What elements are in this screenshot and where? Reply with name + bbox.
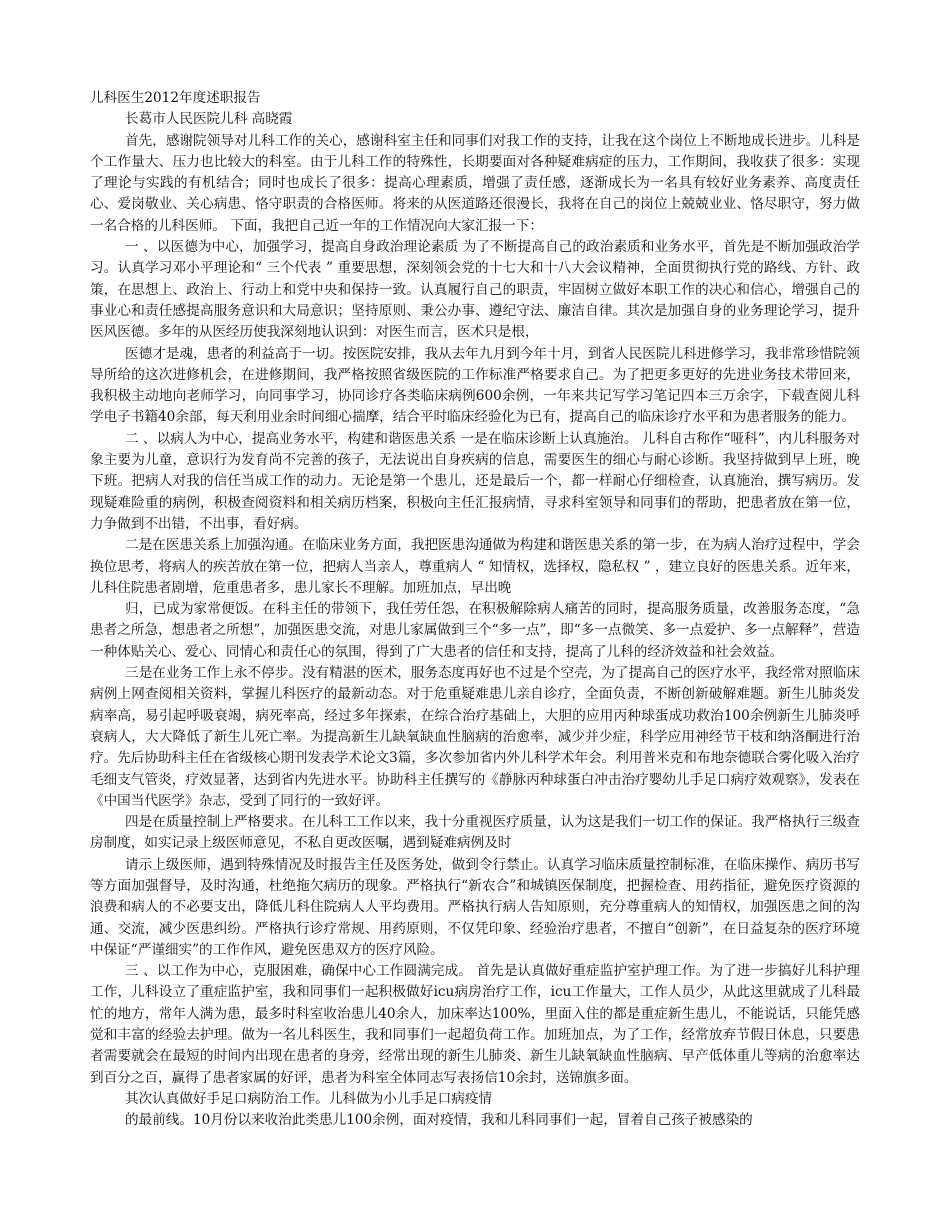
paragraph-section-3: 三 、以工作为中心，克服困难，确保中心工作圆满完成。 首先是认真做好重症监护室护理工作。为了进一步搞好儿科护理工作，儿科设立了重症监护室，我和同事们一起积极做好icu病房治疗工作，icu工作量大，工作人员少，从此这里就成了儿科最忙的地方，常年人满为患，最多时科室收治患儿40余人，加床率达100%，里面入住的都是重症新生患儿，不能说话，只能凭感觉和丰富的经验去护理。做为一名儿科医生，我和同事们一起超负荷工作。加班加点，为了工作，经常放弃节假日休息，只要患者需要就会在最短的时间内出现在患者的身旁，经常出现的新生儿肺炎、新生儿缺氧缺血性脑病、早产低体重儿等病的治愈率达到百分之百，赢得了患者家属的好评，患者为科室全体同志写表扬信10余封，送锦旗多面。: [90, 963, 860, 1086]
paragraph-business: 三是在业务工作上永不停步。没有精湛的医术，服务态度再好也不过是个空壳，为了提高自己的医疗水平，我经常对照临床病例上网查阅相关资料，掌握儿科医疗的最新动态。对于危重疑难患儿亲自诊疗，全面负责，不断创新破解难题。新生儿肺炎发病率高，易引起呼吸衰竭，病死率高，经过多年探索，在综合治疗基础上，大胆的应用丙种球蛋成功救治100余例新生儿肺炎呼衰病人，大大降低了新生儿死亡率。为提高新生儿缺氧缺血性脑病的治愈率，减少并少症，科学应用神经节干枝和纳洛酮进行治疗。先后协助科主任在省级核心期刊发表学术论文3篇，多次参加省内外儿科学术年会。利用普米克和布地奈德联合雾化吸入治疗毛细支气管炎，疗效显著，达到省内先进水平。协助科主任撰写的《静脉丙种球蛋白冲击治疗婴幼儿手足口病疗效观察》，发表在《中国当代医学》杂志，受到了同行的一致好评。: [90, 665, 860, 809]
document-author: 长葛市人民医院儿科 高晓霞: [125, 111, 293, 128]
paragraph-hfmd-cont: 的最前线。10月份以来收治此类患儿100余例，面对疫情，我和儿科同事们一起，冒着自己孩子被感染的: [125, 1112, 753, 1129]
paragraph-communication-cont: 归，已成为家常便饭。在科主任的带领下，我任劳任怨，在积极解除病人痛苦的同时，提高服务质量，改善服务态度，“急患者之所急，想患者之所想”，加强医患交流，对患儿家属做到三个“多一点”，即“多一点微笑、多一点爱护、多一点解释”，营造一种体贴关心、爱心、同情心和责任心的氛围，得到了广大患者的信任和支持，提高了儿科的经济效益和社会效益。: [90, 601, 860, 660]
paragraph-section-1-cont: 医德才是魂，患者的利益高于一切。按医院安排，我从去年九月到今年十月，到省人民医院儿科进修学习，我非常珍惜院领导所给的这次进修机会，在进修期间，我严格按照省级医院的工作标准严格要求自己。为了把更多更好的先进业务技术带回来，我积极主动地向老师学习，向同事学习，协同诊疗各类临床病例600余例，一年来共记写学习笔记四本三万余字，下载查阅儿科学电子书籍40余部，每天利用业余时间细心揣摩，结合平时临床经验化为已有，提高自己的临床诊疗水平和为患者服务的能力。: [90, 345, 860, 426]
document-title: 儿科医生2012年度述职报告: [90, 90, 261, 106]
paragraph-quality-cont: 请示上级医师，遇到特殊情况及时报告主任及医务处，做到令行禁止。认真学习临床质量控制标准，在临床操作、病历书写等方面加强督导，及时沟通，杜绝拖欠病历的现象。严格执行“新农合”和城镇医保制度，把握检查、用药指征，避免医疗资源的浪费和病人的不必要支出，降低儿科住院病人人平均费用。严格执行病人告知原则，充分尊重病人的知情权，加强医患之间的沟通、交流，减少医患纠纷。严格执行诊疗常规、用药原则，不仅凭印象、经验治疗患者，不擅自“创新”，在日益复杂的医疗环境中保证“严谨细实”的工作作风，避免医患双方的医疗风险。: [90, 856, 860, 958]
paragraph-section-1: 一 、以医德为中心，加强学习，提高自身政治理论素质 为了不断提高自己的政治素质和业务水平，首先是不断加强政治学习。认真学习邓小平理论和“ 三个代表 ” 重要思想，深刻领会党的十七大和十八大会议精神，全面贯彻执行党的路线、方针、政策，在思想上、政治上、行动上和党中央和保持一致。认真履行自己的职责，牢固树立做好本职工作的决心和信心，增强自己的事业心和责任感提高服务意识和大局意识；坚持原则、秉公办事、遵纪守法、廉洁自律。其次是加强自身的业务理论学习，提升医风医德。多年的从医经历使我深刻地认识到：对医生而言，医术只是根，: [90, 239, 860, 341]
paragraph-intro: 首先，感谢院领导对儿科工作的关心，感谢科室主任和同事们对我工作的支持，让我在这个岗位上不断地成长进步。儿科是个工作量大、压力也比较大的科室。由于儿科工作的特殊性，长期要面对各种疑难病症的压力，工作期间，我收获了很多：实现了理论与实践的有机结合；同时也成长了很多：提高心理素质，增强了责任感，逐渐成长为一名具有较好业务素养、高度责任心、爱岗敬业、关心病患、恪守职责的合格医师。将来的从医道路还很漫长，我将在自己的岗位上兢兢业业、恪尽职守，努力做一名合格的儿科医师。 下面，我把自己近一年的工作情况向大家汇报一下：: [90, 132, 860, 234]
paragraph-hfmd: 其次认真做好手足口病防治工作。儿科做为小儿手足口病疫情: [125, 1090, 493, 1107]
report-document: [90, 88, 860, 1132]
paragraph-communication: 二是在医患关系上加强沟通。在临床业务方面，我把医患沟通做为构建和谐医患关系的第一步，在为病人治疗过程中，学会换位思考，将病人的疾苦放在第一位，把病人当亲人，尊重病人 “ 知情权，选择权，隐私权 ” ，建立良好的医患关系。近年来，儿科住院患者剧增，危重患者多，患儿家长不理解。加班加点，早出晚: [90, 537, 860, 596]
paragraph-quality: 四是在质量控制上严格要求。在儿科工工作以来，我十分重视医疗质量，认为这是我们一切工作的保证。我严格执行三级查房制度，如实记录上级医师意见，不私自更改医嘱，遇到疑难病例及时: [90, 814, 860, 852]
paragraph-section-2: 二 、以病人为中心，提高业务水平，构建和谐医患关系 一是在临床诊断上认真施治。 儿科自古称作“哑科”，内儿科服务对象主要为儿童，意识行为发育尚不完善的孩子，无法说出自身疾病的信息，需要医生的细心与耐心诊断。我坚持做到早上班，晚下班。把病人对我的信任当成工作的动力。无论是第一个患儿，还是最后一个，都一样耐心仔细检查，认真施治，撰写病历。发现疑难险重的病例，积极查阅资料和相关病历档案，积极向主任汇报病情，寻求科室领导和同事们的帮助，把患者放在第一位，力争做到不出错，不出事，看好病。: [90, 430, 860, 532]
